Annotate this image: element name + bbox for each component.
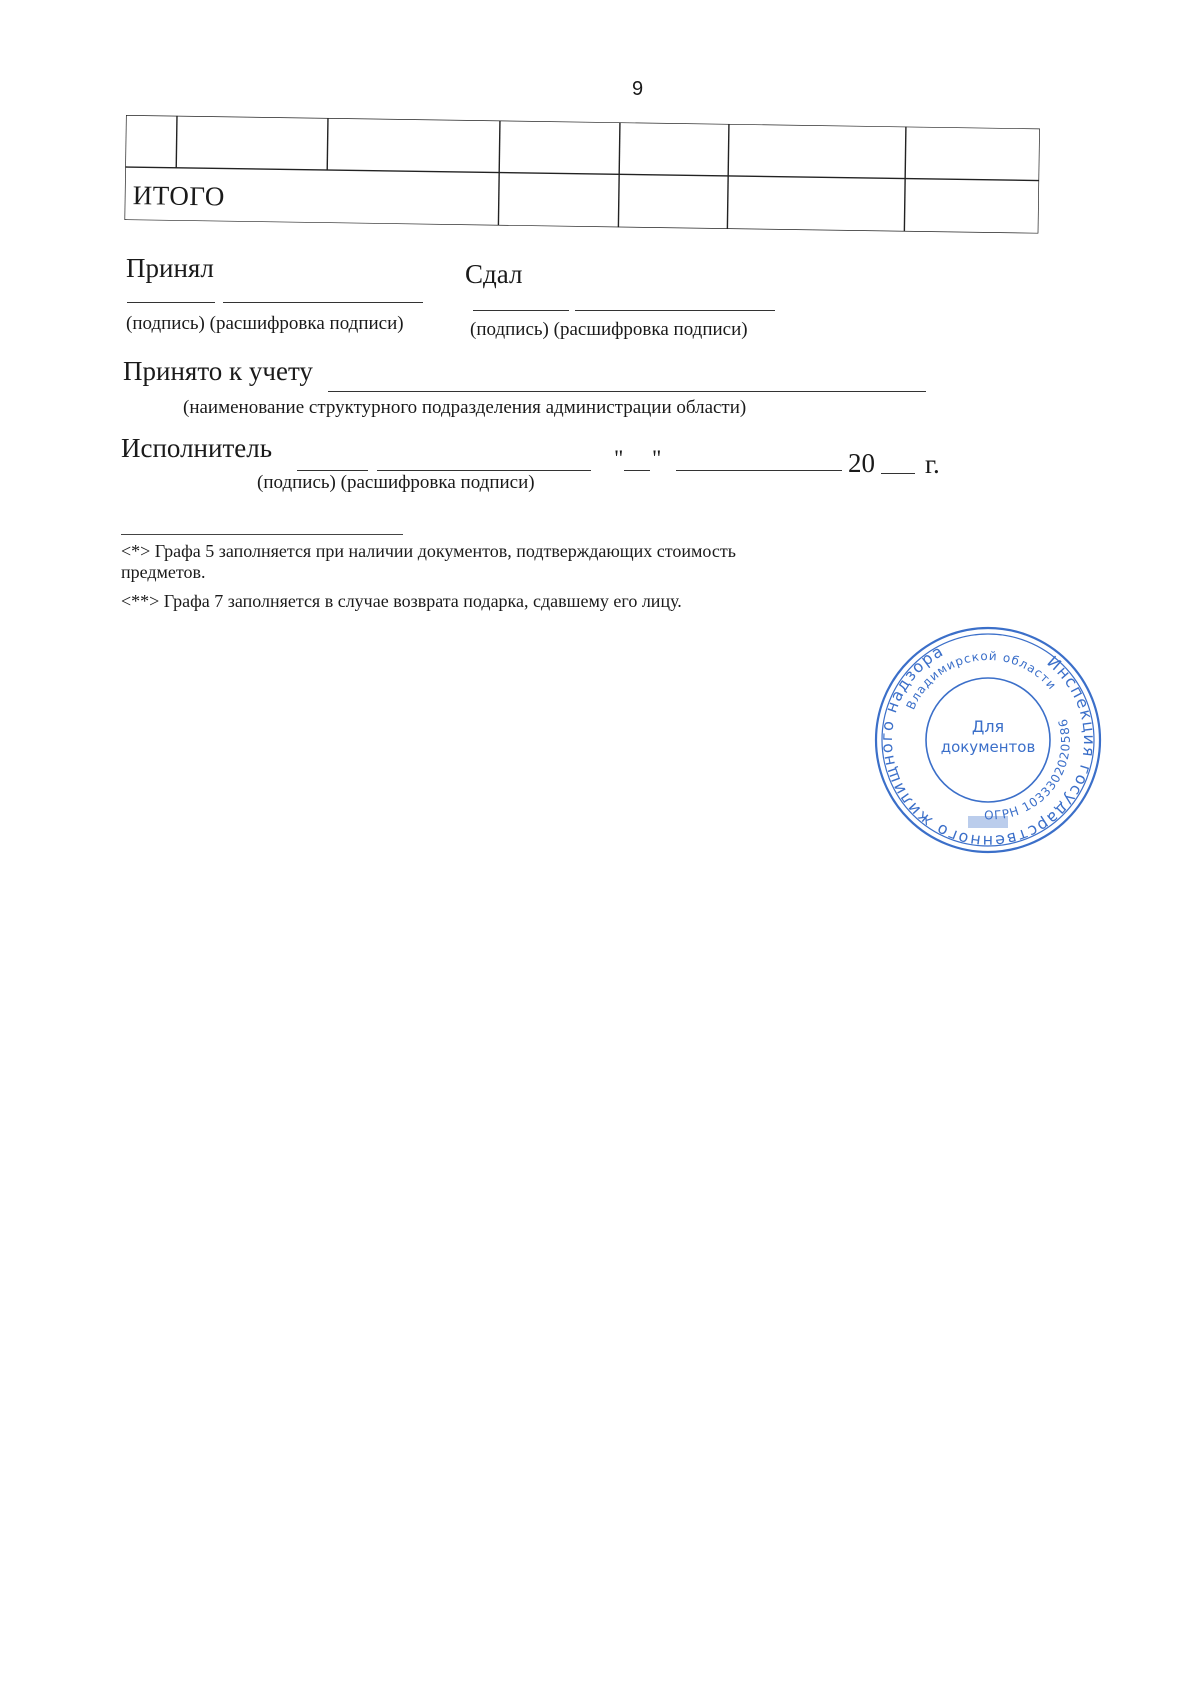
year-suffix: г. — [925, 449, 940, 479]
year-line — [881, 473, 915, 474]
date-quote-close: " — [652, 446, 662, 471]
table-grid — [124, 115, 1039, 234]
stamp-outer-text: Инспекция государственного жилищного надзора — [876, 640, 1100, 852]
stamp-inner-bottom-text: ОГРН 1033302020586 — [983, 716, 1073, 823]
total-label: ИТОГО — [132, 180, 226, 212]
executor-label: Исполнитель — [121, 433, 273, 463]
handed-caption: (подпись) (расшифровка подписи) — [470, 319, 748, 340]
gift-table — [124, 115, 1039, 234]
footnote-2: <**> Графа 7 заполняется в случае возврата подарка, сдавшему его лицу. — [121, 591, 682, 611]
page-number: 9 — [632, 78, 644, 100]
date-day-line — [624, 470, 650, 471]
accepted-signature-line — [127, 302, 215, 303]
accepted-caption: (подпись) (расшифровка подписи) — [126, 313, 404, 334]
stamp-graphic — [868, 620, 1108, 860]
accepted-label: Принял — [126, 253, 214, 283]
handed-signature-line — [473, 310, 569, 311]
stamp-center-line1: Для — [971, 717, 1005, 736]
executor-caption: (подпись) (расшифровка подписи) — [257, 472, 535, 493]
registration-line — [328, 391, 926, 392]
executor-signature-line — [297, 470, 368, 471]
stamp-center-line2: документов — [940, 738, 1036, 756]
date-month-line — [676, 470, 842, 471]
footnote-1-continued: предметов. — [121, 562, 206, 582]
footnote-1: <*> Графа 5 заполняется при наличии документов, подтверждающих стоимость — [121, 541, 736, 561]
handed-label: Сдал — [465, 259, 523, 289]
stamp-inner-top-text: Владимирской области — [903, 648, 1060, 712]
registration-label: Принято к учету — [123, 356, 313, 386]
registration-caption: (наименование структурного подразделения администрации области) — [183, 397, 747, 418]
executor-name-line — [377, 470, 591, 471]
year-prefix: 20 — [848, 448, 875, 478]
footnote-separator — [121, 534, 403, 535]
accepted-name-line — [223, 302, 423, 303]
date-quote-open: " — [614, 446, 624, 471]
official-stamp — [868, 620, 1108, 860]
handed-name-line — [575, 310, 775, 311]
